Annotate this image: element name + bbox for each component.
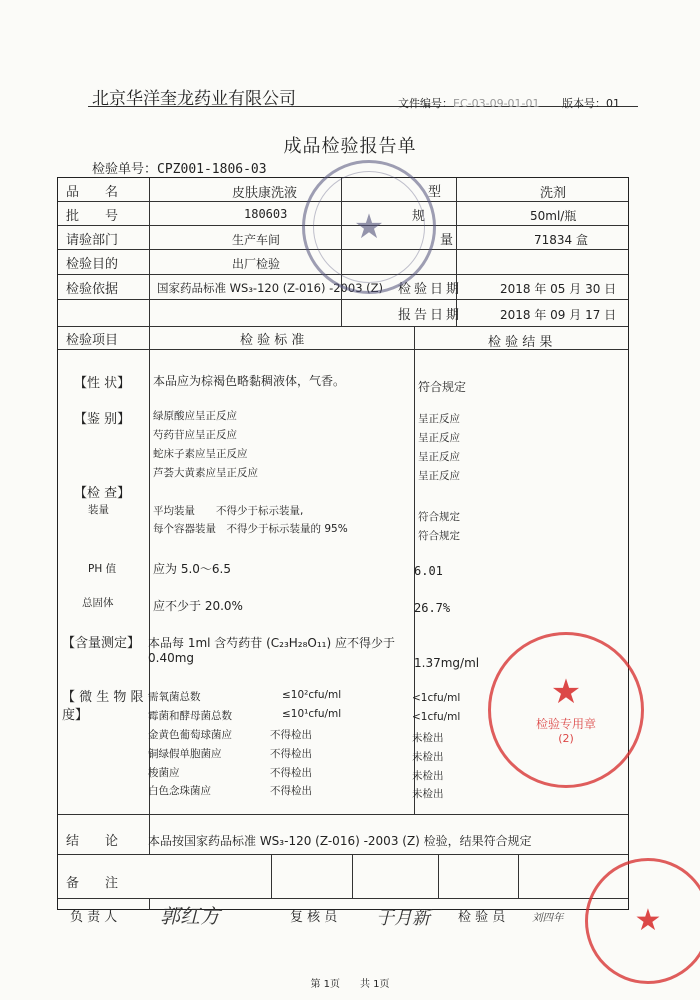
identify-std-2: 芍药苷应呈正反应 (153, 429, 237, 441)
micro-limit-6: 不得检出 (270, 785, 312, 797)
report-date-value: 2018 年 09 月 17 日 (500, 308, 617, 322)
red-seal-sub: 检验专用章 (535, 717, 596, 731)
solid-standard: 应不少于 20.0% (153, 599, 243, 613)
product-name-value: 皮肤康洗液 (232, 186, 298, 201)
basis-value: 国家药品标准 WS₃-120 (Z-016) -2003 (Z) (157, 281, 384, 295)
ph-label: PH 值 (88, 563, 117, 575)
ph-result: 6.01 (414, 564, 443, 578)
dept-value: 生产车间 (232, 233, 281, 247)
dept-label: 请验部门 (66, 233, 119, 248)
batch-value: 180603 (244, 207, 288, 221)
batch-label: 批 号 (66, 209, 119, 224)
micro-result-4: 未检出 (412, 751, 444, 763)
col-item-header: 检验项目 (66, 333, 119, 348)
inspector-signature: 刘四年 (532, 912, 564, 924)
red-inspection-seal: ★ 检验专用章 (2) (488, 632, 644, 788)
page-title: 成品检验报告单 (283, 136, 417, 157)
micro-limit-1: ≤10²cfu/ml (282, 689, 342, 701)
micro-name-6: 白色念珠菌应 (148, 785, 211, 797)
assay-standard-2: 0.40mg (148, 651, 195, 665)
assay-standard-1: 本品每 1ml 含芍药苷 (C₂₃H₂₈O₁₁) 应不得少于 (148, 636, 395, 650)
identify-std-4: 芦荟大黄素应呈正反应 (153, 467, 258, 479)
fill-standard-2: 每个容器装量 不得少于标示装量的 95% (153, 523, 348, 535)
fill-result-1: 符合规定 (418, 511, 460, 523)
responsible-label: 负 责 人 (70, 910, 118, 925)
micro-result-6: 未检出 (412, 788, 444, 800)
reviewer-label: 复 核 员 (290, 910, 338, 925)
form-label: 型 (428, 185, 442, 200)
identify-std-1: 绿原酸应呈正反应 (153, 410, 237, 422)
micro-label-1: 【 微 生 物 限 (62, 690, 144, 705)
micro-result-2: <1cfu/ml (412, 711, 461, 723)
fill-standard-1: 平均装量 不得少于标示装量, (153, 505, 304, 517)
inspector-label: 检 验 员 (458, 910, 506, 925)
purpose-value: 出厂检验 (232, 257, 281, 271)
responsible-signature: 郭红方 (160, 904, 220, 928)
micro-label-2: 度】 (62, 708, 89, 723)
inspect-date-label: 检验日期 (398, 282, 463, 297)
character-label: 【性 状】 (74, 376, 131, 391)
company-name: 北京华洋奎龙药业有限公司 (92, 89, 296, 109)
basis-label: 检验依据 (66, 282, 119, 297)
red-qa-seal: ★ (585, 858, 700, 984)
micro-result-1: <1cfu/ml (412, 692, 461, 704)
col-standard-header: 检 验 标 准 (240, 333, 305, 348)
fill-result-2: 符合规定 (418, 530, 460, 542)
quantity-label: 量 (440, 233, 454, 248)
red-seal-number: (2) (558, 732, 574, 745)
identify-std-3: 蛇床子素应呈正反应 (153, 448, 248, 460)
character-standard: 本品应为棕褐色略黏稠液体，气香。 (153, 374, 346, 388)
check-label: 【检 查】 (74, 486, 131, 501)
conclusion-label: 结 论 (66, 834, 119, 849)
micro-result-3: 未检出 (412, 732, 444, 744)
remark-label: 备 注 (66, 876, 119, 891)
character-result: 符合规定 (418, 380, 467, 394)
inspect-date-value: 2018 年 05 月 30 日 (500, 282, 617, 296)
micro-limit-5: 不得检出 (270, 767, 312, 779)
solid-result: 26.7% (414, 601, 451, 615)
micro-name-2: 霉菌和酵母菌总数 (148, 710, 232, 722)
identify-res-3: 呈正反应 (418, 451, 460, 463)
identify-label: 【鉴 别】 (74, 412, 131, 427)
product-name-label: 品 名 (66, 185, 119, 200)
file-number: 文件编号：EC-03-09-01-01 (398, 97, 540, 110)
assay-result: 1.37mg/ml (414, 656, 480, 670)
report-number: 检验单号：CPZ001-1806-03 (92, 162, 267, 177)
solid-label: 总固体 (82, 597, 114, 609)
micro-result-5: 未检出 (412, 770, 444, 782)
fill-label: 装量 (88, 504, 109, 516)
assay-label: 【含量测定】 (62, 636, 141, 651)
micro-limit-3: 不得检出 (270, 729, 312, 741)
ph-standard: 应为 5.0～6.5 (153, 562, 231, 576)
reviewer-signature: 于月新 (376, 908, 430, 929)
identify-res-4: 呈正反应 (418, 470, 460, 482)
header-rule (88, 106, 638, 107)
spec-value: 50ml/瓶 (530, 209, 577, 223)
purpose-label: 检验目的 (66, 257, 119, 272)
version-number: 版本号：01 (562, 97, 620, 110)
page-footer: 第 1页 共 1页 (310, 979, 390, 990)
micro-limit-2: ≤10¹cfu/ml (282, 708, 342, 720)
quantity-value: 71834 盒 (534, 233, 588, 247)
gray-company-seal: ★ (302, 160, 436, 294)
micro-name-3: 金黄色葡萄球菌应 (148, 729, 232, 741)
micro-name-4: 铜绿假单胞菌应 (148, 748, 222, 760)
col-result-header: 检 验 结 果 (488, 335, 553, 350)
micro-limit-4: 不得检出 (270, 748, 312, 760)
micro-name-1: 需氧菌总数 (148, 691, 201, 703)
micro-name-5: 梭菌应 (148, 767, 180, 779)
conclusion-value: 本品按国家药品标准 WS₃-120 (Z-016) -2003 (Z) 检验，结果符合规定 (148, 834, 532, 848)
report-date-label: 报告日期 (398, 308, 463, 323)
form-value: 洗剂 (540, 186, 567, 201)
spec-label: 规 (412, 209, 426, 224)
identify-res-2: 呈正反应 (418, 432, 460, 444)
identify-res-1: 呈正反应 (418, 413, 460, 425)
